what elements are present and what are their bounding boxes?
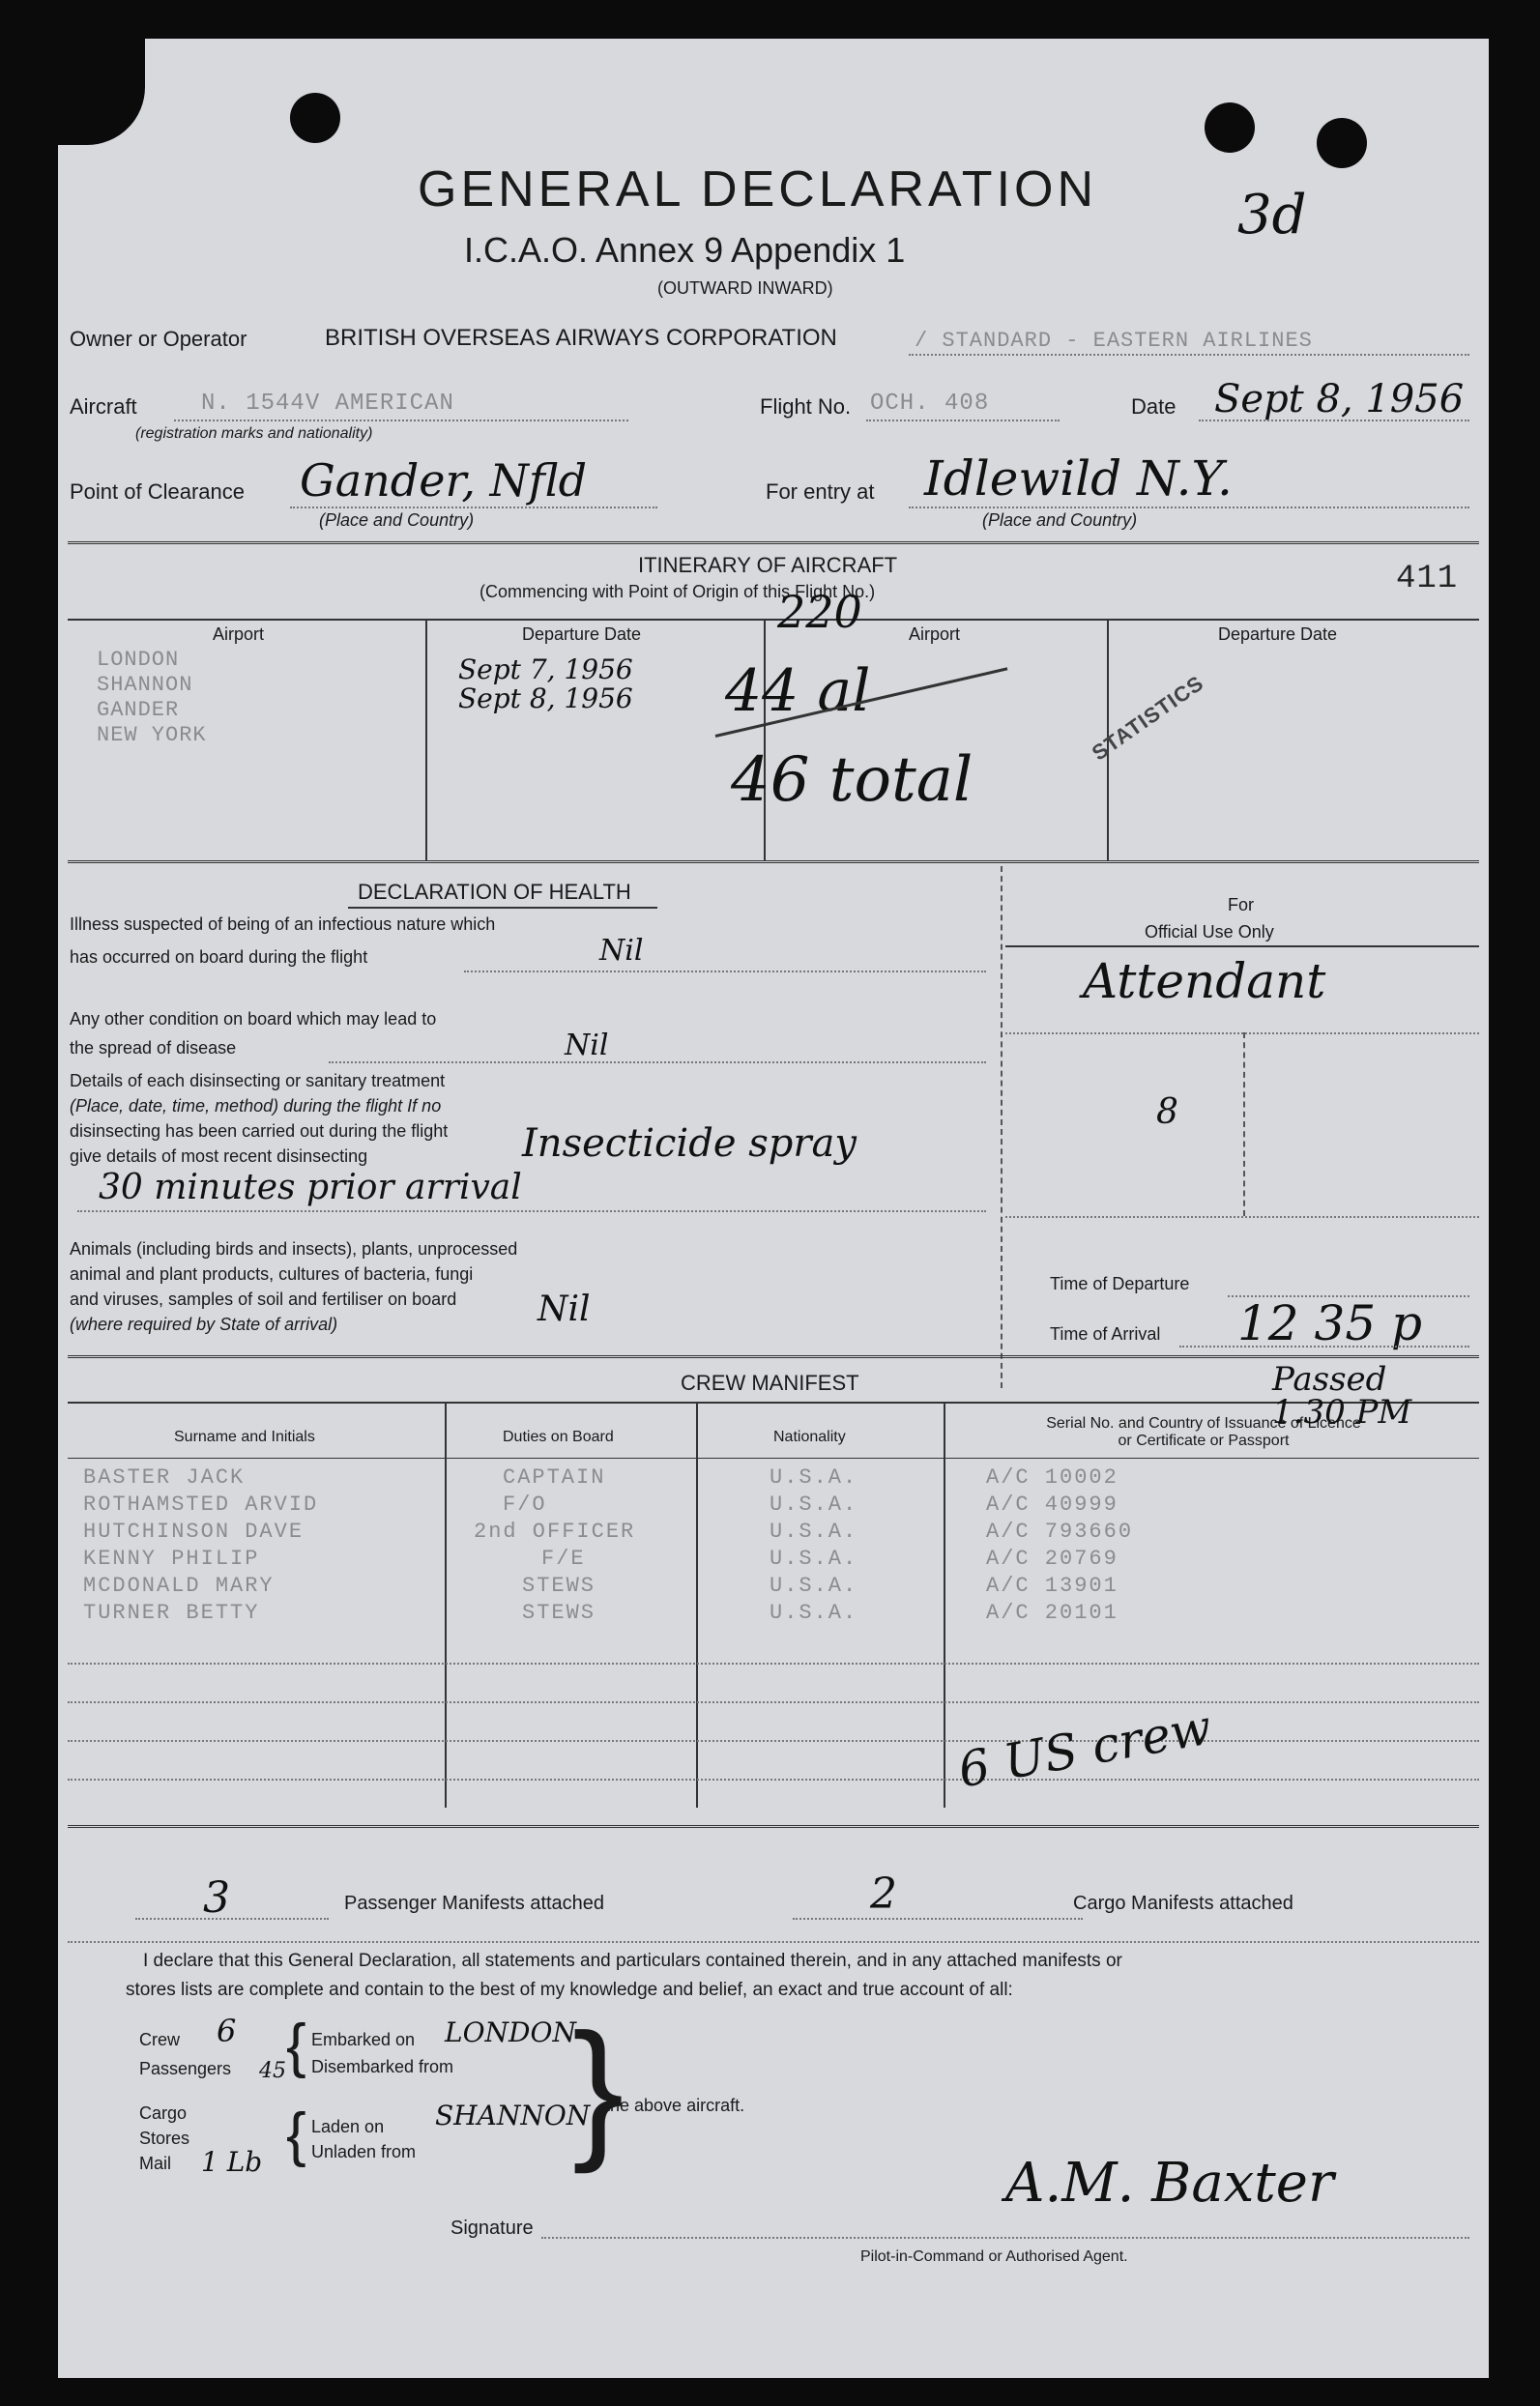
flight-label: Flight No.: [760, 394, 852, 419]
clearance-label: Point of Clearance: [70, 479, 245, 504]
crew-duty: F/E: [541, 1547, 586, 1571]
date-value: Sept 8, 1956: [1214, 377, 1465, 421]
form-title: GENERAL DECLARATION: [418, 161, 1098, 217]
crew-duty: F/O: [503, 1493, 547, 1517]
crew-note: 6 US crew: [953, 1698, 1216, 1799]
punch-hole-right-2: [1317, 118, 1367, 168]
flight-value: OCH. 408: [870, 391, 990, 417]
cargo-manifest-count: 2: [870, 1870, 897, 1919]
crew-serial: A/C 20769: [986, 1547, 1119, 1571]
crew-name: TURNER BETTY: [83, 1601, 260, 1625]
crew-header-serial: Serial No. and Country of Issuance of Licence or Certificate or Passport: [1046, 1415, 1361, 1449]
crew-title: CREW MANIFEST: [681, 1371, 859, 1395]
health-disinsect-value-2: 30 minutes prior arrival: [99, 1168, 522, 1207]
date-label: Date: [1131, 394, 1177, 419]
form-subtitle: I.C.A.O. Annex 9 Appendix 1: [464, 230, 906, 270]
brace-1: {: [286, 2013, 306, 2079]
health-illness-line-2: has occurred on board during the flight: [70, 947, 368, 967]
crew-serial: A/C 20101: [986, 1601, 1119, 1625]
itinerary-col-airport-1: Airport: [213, 624, 265, 644]
crew-nationality: U.S.A.: [770, 1493, 858, 1517]
official-arrival-value: 12 35 p: [1237, 1295, 1423, 1351]
health-animals-line-3: and viruses, samples of soil and fertiliser on board: [70, 1290, 457, 1309]
brace-3: }: [572, 2001, 625, 2174]
page-mark: 3d: [1237, 184, 1307, 246]
owner-value: BRITISH OVERSEAS AIRWAYS CORPORATION: [325, 325, 837, 351]
official-signature: Attendant: [1083, 953, 1326, 1009]
health-animals-line-2: animal and plant products, cultures of bacteria, fungi: [70, 1264, 474, 1284]
declaration-form: [58, 39, 1489, 2378]
disembarked-label: Disembarked from: [311, 2057, 454, 2076]
crew-nationality: U.S.A.: [770, 1601, 858, 1625]
crew-nationality: U.S.A.: [770, 1465, 858, 1490]
itinerary-subtitle: (Commencing with Point of Origin of this Flight No.): [479, 582, 876, 601]
entry-value: Idlewild N.Y.: [924, 450, 1233, 507]
passengers-label: Passengers: [139, 2059, 232, 2078]
entry-note: (Place and Country): [982, 510, 1138, 530]
health-disinsect-line-2: (Place, date, time, method) during the flight If no: [70, 1096, 442, 1116]
entry-label: For entry at: [766, 479, 875, 504]
signature-value: A.M. Baxter: [1005, 2152, 1334, 2215]
health-illness-line-1: Illness suspected of being of an infectious nature which: [70, 914, 496, 934]
crew-name: KENNY PHILIP: [83, 1547, 260, 1571]
itinerary-airport: NEW YORK: [97, 723, 207, 747]
crew-count-label: Crew: [139, 2030, 181, 2049]
laden-value: SHANNON: [435, 2100, 591, 2131]
health-disinsect-line-4: give details of most recent disinsecting: [70, 1146, 368, 1166]
crew-passed-stamp: Passed 1.30 PM: [1272, 1360, 1412, 1432]
itinerary-hw-b: 44 al: [725, 657, 871, 725]
health-disinsect-line-3: disinsecting has been carried out during the flight: [70, 1121, 449, 1141]
unladen-label: Unladen from: [311, 2142, 417, 2161]
brace-2: {: [286, 2102, 306, 2168]
official-title-2: Official Use Only: [1145, 922, 1274, 942]
embarked-value: LONDON: [445, 2016, 576, 2048]
stores-label: Stores: [139, 2129, 190, 2148]
aircraft-note: (registration marks and nationality): [135, 425, 373, 442]
clearance-note: (Place and Country): [319, 510, 475, 530]
itinerary-airport: LONDON: [97, 648, 180, 672]
health-condition-value: Nil: [565, 1029, 609, 1062]
itinerary-col-departure-2: Departure Date: [1218, 624, 1338, 644]
health-animals-line-1: Animals (including birds and insects), plants, unprocessed: [70, 1239, 518, 1259]
crew-duty: STEWS: [522, 1574, 596, 1598]
crew-serial: A/C 10002: [986, 1465, 1119, 1490]
crew-nationality: U.S.A.: [770, 1574, 858, 1598]
crew-duty: 2nd OFFICER: [474, 1520, 636, 1544]
itinerary-date: Sept 8, 1956: [458, 682, 633, 714]
health-disinsect-value-1: Insecticide spray: [522, 1121, 857, 1166]
declaration-text-2: stores lists are complete and contain to the best of my knowledge and belief, an exact and true account of all:: [126, 1980, 1013, 2000]
crew-serial: A/C 793660: [986, 1520, 1134, 1544]
laden-label: Laden on: [311, 2117, 385, 2136]
crew-header-nationality: Nationality: [773, 1429, 846, 1445]
official-departure-label: Time of Departure: [1050, 1274, 1190, 1293]
punch-hole-right-1: [1205, 102, 1255, 153]
statistics-stamp: STATISTICS: [1087, 670, 1208, 766]
cargo-label: Cargo: [139, 2103, 188, 2123]
embarked-label: Embarked on: [311, 2030, 416, 2049]
itinerary-airport: GANDER: [97, 698, 180, 722]
mail-label: Mail: [139, 2154, 172, 2173]
itinerary-col-airport-2: Airport: [909, 624, 961, 644]
official-title-1: For: [1228, 895, 1254, 914]
official-arrival-label: Time of Arrival: [1050, 1324, 1161, 1344]
aircraft-value: N. 1544V AMERICAN: [201, 391, 454, 417]
health-title: DECLARATION OF HEALTH: [358, 880, 631, 904]
crew-count-value: 6: [217, 2013, 237, 2049]
declaration-text-1: I declare that this General Declaration, all statements and particulars contained therein, and in any attached manifests or: [143, 1951, 1122, 1971]
itinerary-date: Sept 7, 1956: [458, 653, 633, 685]
crew-header-duty: Duties on Board: [503, 1429, 614, 1445]
pic-label: Pilot-in-Command or Authorised Agent.: [860, 2248, 1128, 2265]
aircraft-label: Aircraft: [70, 394, 137, 419]
health-disinsect-line-1: Details of each disinsecting or sanitary treatment: [70, 1071, 446, 1090]
punch-hole-left: [290, 93, 340, 143]
crew-duty: STEWS: [522, 1601, 596, 1625]
health-condition-line-2: the spread of disease: [70, 1038, 237, 1058]
crew-serial: A/C 40999: [986, 1493, 1119, 1517]
passenger-manifest-count: 3: [203, 1873, 230, 1923]
cargo-manifest-label: Cargo Manifests attached: [1073, 1893, 1293, 1914]
health-condition-line-1: Any other condition on board which may lead to: [70, 1009, 437, 1029]
itinerary-number: 411: [1396, 561, 1459, 597]
above-aircraft-label: the above aircraft.: [605, 2096, 745, 2115]
itinerary-hw-a: 220: [777, 586, 862, 638]
mail-value: 1 Lb: [201, 2146, 263, 2178]
signature-label: Signature: [450, 2218, 534, 2239]
passengers-value: 45: [259, 2059, 286, 2083]
owner-label: Owner or Operator: [70, 327, 247, 351]
crew-duty: CAPTAIN: [503, 1465, 606, 1490]
crew-name: HUTCHINSON DAVE: [83, 1520, 305, 1544]
crew-name: MCDONALD MARY: [83, 1574, 275, 1598]
crew-name: BASTER JACK: [83, 1465, 246, 1490]
passenger-manifest-label: Passenger Manifests attached: [344, 1893, 605, 1914]
health-animals-line-4: (where required by State of arrival): [70, 1315, 338, 1334]
crew-nationality: U.S.A.: [770, 1547, 858, 1571]
itinerary-col-departure-1: Departure Date: [522, 624, 642, 644]
torn-corner: [39, 39, 145, 145]
crew-header-name: Surname and Initials: [174, 1429, 315, 1445]
health-illness-value: Nil: [599, 934, 644, 968]
owner-typed-extra: / STANDARD - EASTERN AIRLINES: [915, 329, 1313, 353]
crew-name: ROTHAMSTED ARVID: [83, 1493, 319, 1517]
health-animals-value: Nil: [538, 1290, 591, 1329]
itinerary-title: ITINERARY OF AIRCRAFT: [638, 553, 898, 577]
crew-serial: A/C 13901: [986, 1574, 1119, 1598]
direction-label: (OUTWARD INWARD): [657, 278, 833, 298]
itinerary-airport: SHANNON: [97, 673, 193, 697]
clearance-value: Gander, Nfld: [300, 454, 588, 507]
crew-nationality: U.S.A.: [770, 1520, 858, 1544]
official-number: 8: [1156, 1092, 1178, 1132]
itinerary-hw-c: 46 total: [731, 744, 973, 816]
